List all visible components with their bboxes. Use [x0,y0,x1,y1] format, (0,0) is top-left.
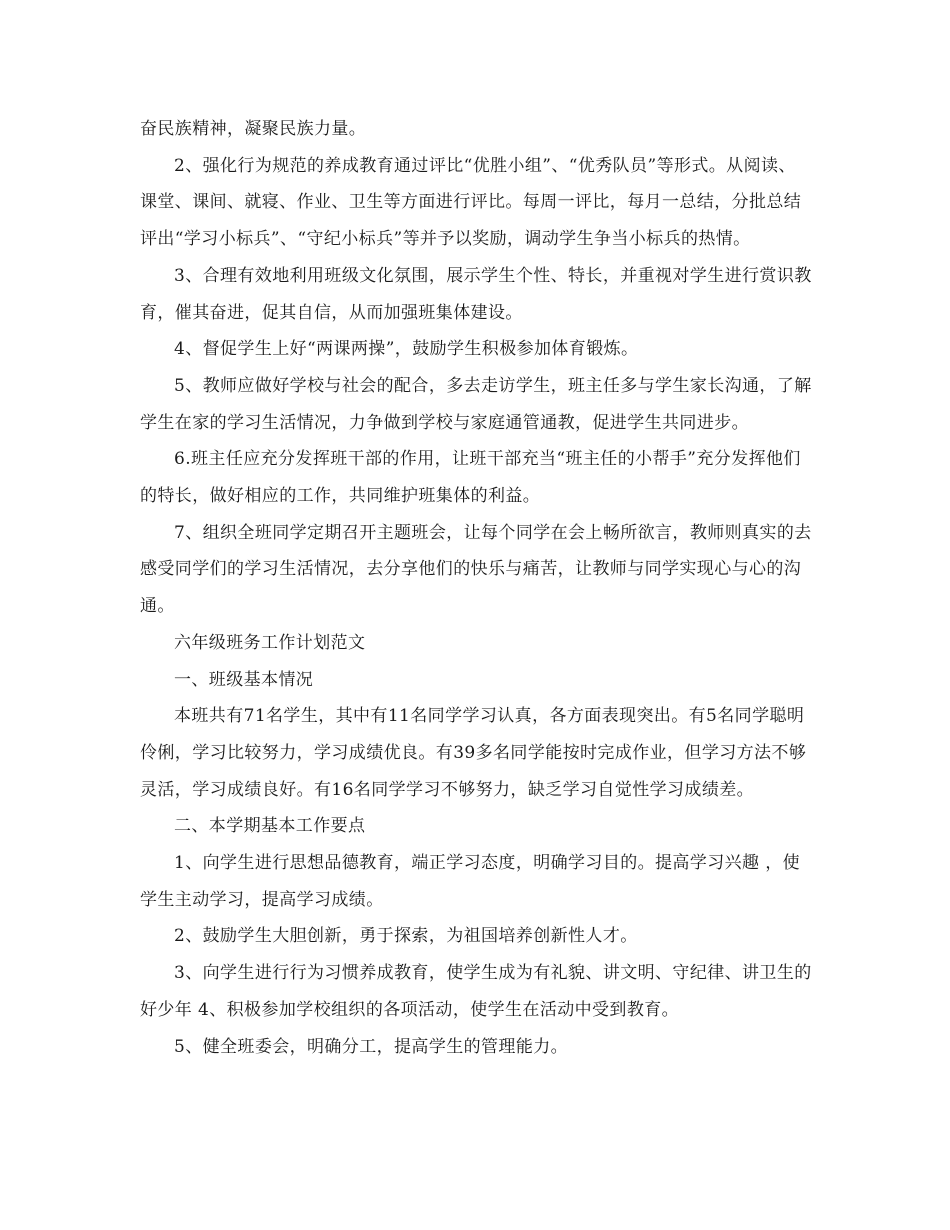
paragraph: 2、鼓励学生大胆创新，勇于探索，为祖国培养创新性人才。 [174,926,638,947]
paragraph: 4、督促学生上好“两课两操”，鼓励学生积极参加体育锻炼。 [174,339,639,360]
document-body [140,111,812,1065]
paragraph: 3、向学生进行行为习惯养成教育，使学生成为有礼貌、讲文明、守纪律、讲卫生的好少年 4、积极参加学校组织的各项活动，使学生在活动中受到教育。 [140,963,812,1020]
paragraph: 3、合理有效地利用班级文化氛围，展示学生个性、特长，并重视对学生进行赏识教育，催其奋进，促其自信，从而加强班集体建设。 [140,265,812,323]
paragraph: 本班共有71名学生，其中有11名同学学习认真，各方面表现突出。有5名同学聪明伶俐，学习比较努力，学习成绩优良。有39多名同学能按时完成作业，但学习方法不够灵活，学习成绩良好。有16名同学学习不够努力，缺乏学习自觉性学习成绩差。 [140,706,807,800]
paragraph: 5、教师应做好学校与社会的配合，多去走访学生，班主任多与学生家长沟通，了解学生在家的学习生活情况，力争做到学校与家庭通管通教，促进学生共同进步。 [140,375,812,433]
paragraph: 5、健全班委会，明确分工，提高学生的管理能力。 [174,1036,569,1057]
paragraph: 1、向学生进行思想品德教育，端正学习态度，明确学习目的。提高学习兴趣 ，使学生主动学习，提高学习成绩。 [140,853,801,910]
paragraph: 奋民族精神，凝聚民族力量。 [140,119,367,139]
section-title: 六年级班务工作计划范文 [174,632,366,653]
paragraph: 2、强化行为规范的养成教育通过评比“优胜小组”、“优秀队员”等形式。从阅读、课堂、课间、就寝、作业、卫生等方面进行评比。每周一评比，每月一总结，分批总结评出“学习小标兵”、“守纪小标兵”等并予以奖励，调动学生争当小标兵的热情。 [140,155,802,250]
paragraph: 7、组织全班同学定期召开主题班会，让每个同学在会上畅所欲言，教师则真实的去感受同学们的学习生活情况，去分享他们的快乐与痛苦，让教师与同学实现心与心的沟通。 [140,522,812,617]
section-heading: 二、本学期基本工作要点 [174,816,366,837]
paragraph: 6.班主任应充分发挥班干部的作用，让班干部充当“班主任的小帮手”充分发挥他们的特长，做好相应的工作，共同维护班集体的利益。 [140,449,801,507]
section-heading: 一、班级基本情况 [174,669,314,690]
